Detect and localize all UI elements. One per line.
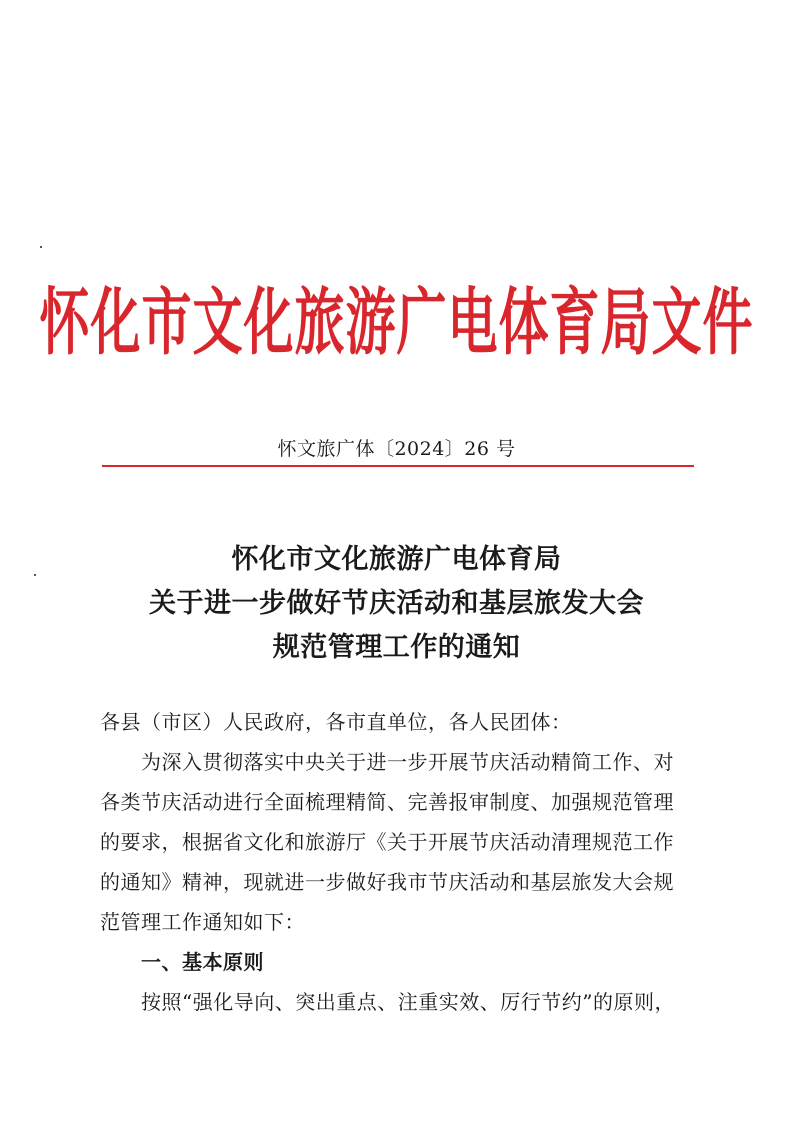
body-paragraph-1-line-4: 的通知》精神，现就进一步做好我市节庆活动和基层旅发大会规 — [100, 870, 674, 894]
document-title-line-3: 规范管理工作的通知 — [272, 632, 521, 663]
document-title-line-2: 关于进一步做好节庆活动和基层旅发大会 — [149, 588, 644, 619]
document-title-line-1: 怀化市文化旅游广电体育局 — [231, 544, 562, 575]
section-heading-1: 一、基本原则 — [141, 950, 264, 974]
body-paragraph-1-line-3: 的要求，根据省文化和旅游厅《关于开展节庆活动清理规范工作 — [100, 830, 674, 854]
body-paragraph-2-line-1: 按照“强化导向、突出重点、注重实效、厉行节约”的原则， — [141, 990, 675, 1014]
body-paragraph-1-line-2: 各类节庆活动进行全面梳理精简、完善报审制度、加强规范管理 — [100, 790, 674, 814]
salutation: 各县（市区）人民政府，各市直单位，各人民团体： — [100, 710, 572, 734]
document-masthead: 怀化市文化旅游广电体育局文件 — [39, 280, 754, 366]
body-paragraph-1-line-1: 为深入贯彻落实中央关于进一步开展节庆活动精简工作、对 — [141, 750, 674, 774]
red-divider-line — [102, 465, 694, 467]
body-paragraph-1-line-5: 范管理工作通知如下： — [100, 910, 305, 934]
document-number: 怀文旅广体〔2024〕26 号 — [277, 438, 516, 460]
scan-speck — [40, 246, 42, 248]
